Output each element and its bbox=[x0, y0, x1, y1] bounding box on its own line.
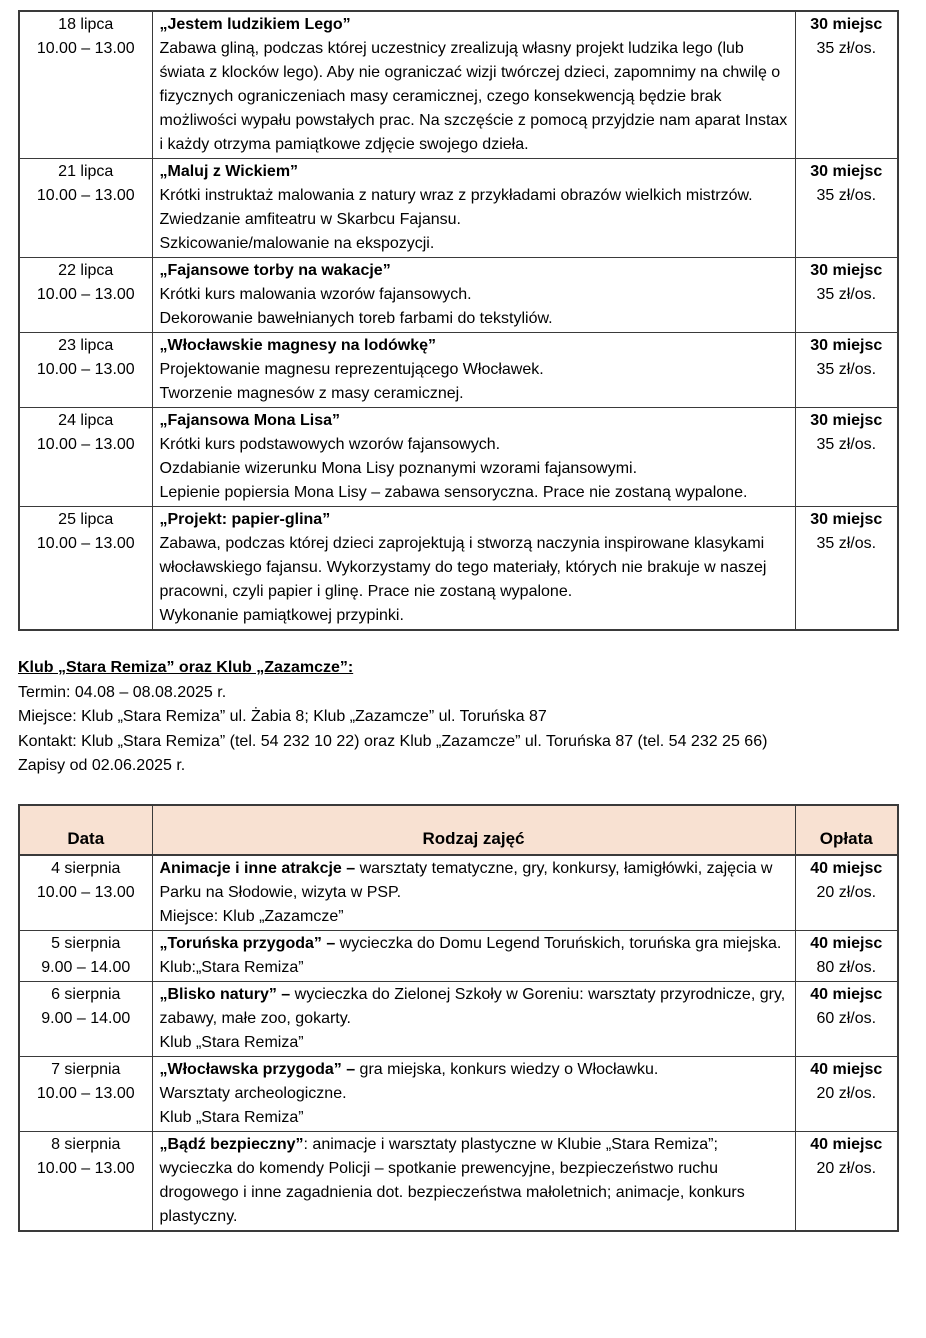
table-row bbox=[19, 408, 898, 507]
activity-paragraph bbox=[160, 983, 788, 1031]
activity-paragraph: Klub „Stara Remiza” bbox=[159, 1033, 304, 1051]
price-text: 20 zł/os. bbox=[816, 883, 877, 901]
time-text: 9.00 – 14.00 bbox=[41, 1009, 131, 1027]
activity-title: „Włocławskie magnesy na lodówkę” bbox=[159, 337, 437, 354]
price-text: 80 zł/os. bbox=[816, 958, 877, 976]
activity-title: „Maluj z Wickiem” bbox=[159, 163, 299, 180]
activity-cell bbox=[152, 930, 795, 981]
activity-paragraph bbox=[160, 932, 788, 956]
date-text: 6 sierpnia bbox=[51, 985, 121, 1003]
date-cell bbox=[19, 930, 152, 981]
time-text: 10.00 – 13.00 bbox=[36, 40, 135, 57]
activity-cell bbox=[152, 981, 795, 1056]
activity-paragraph: Krótki kurs podstawowych wzorów fajansowych. bbox=[159, 436, 501, 453]
capacity-text: 30 miejsc bbox=[810, 412, 883, 429]
time-text: 10.00 – 13.00 bbox=[36, 187, 135, 204]
price-text: 35 zł/os. bbox=[816, 361, 877, 378]
capacity-text: 30 miejsc bbox=[810, 163, 883, 180]
price-text: 35 zł/os. bbox=[816, 436, 877, 453]
activity-paragraph: Wykonanie pamiątkowej przypinki. bbox=[159, 607, 404, 624]
date-text: 8 sierpnia bbox=[51, 1135, 121, 1153]
date-text: 7 sierpnia bbox=[51, 1060, 121, 1078]
club-info-place: Miejsce: Klub „Stara Remiza” ul. Żabia 8; Klub „Zazamcze” ul. Toruńska 87 bbox=[18, 708, 547, 725]
activity-paragraph: Tworzenie magnesów z masy ceramicznej. bbox=[159, 385, 464, 402]
date-text: 25 lipca bbox=[58, 511, 114, 528]
capacity-text: 40 miejsc bbox=[810, 1135, 883, 1153]
date-text: 18 lipca bbox=[58, 16, 114, 33]
july-schedule-body bbox=[19, 11, 898, 630]
activity-paragraph: Projektowanie magnesu reprezentującego Włocławek. bbox=[159, 361, 544, 378]
capacity-text: 40 miejsc bbox=[810, 859, 883, 877]
column-header-activity-type: Rodzaj zajęć bbox=[152, 805, 795, 855]
activity-lead: „Włocławska przygoda” – bbox=[159, 1060, 356, 1078]
club-info-heading: Klub „Stara Remiza” oraz Klub „Zazamcze”: bbox=[18, 659, 354, 676]
activity-lead: „Blisko natury” – bbox=[159, 985, 291, 1003]
activity-paragraph: Warsztaty archeologiczne. bbox=[159, 1084, 347, 1102]
fee-cell bbox=[795, 11, 898, 159]
time-text: 9.00 – 14.00 bbox=[41, 958, 131, 976]
price-text: 35 zł/os. bbox=[816, 187, 877, 204]
table-row bbox=[19, 1131, 898, 1231]
activity-paragraph: Zabawa gliną, podczas której uczestnicy zrealizują własny projekt ludzika lego (lub świata z klocków lego). Aby nie ograniczać wizji twórczej dzieci, zapomnimy na chwilę o fizycznych ograniczeniach masy ceramicznej, czego konsekwencją będzie brak możliwości wypału powstałych prac. Na szczęście z pomocą przyjdzie nam aparat Instax i każdy otrzyma pamiątkowe zdjęcie swojego dzieła. bbox=[159, 40, 788, 153]
club-info-contact: Kontakt: Klub „Stara Remiza” (tel. 54 232 10 22) oraz Klub „Zazamcze” ul. Toruńska 87 (tel. 54 232 25 66) bbox=[18, 732, 768, 750]
activity-paragraph: Krótki kurs malowania wzorów fajansowych. bbox=[159, 286, 472, 303]
activity-lead-rest: warsztaty tematyczne, gry, konkursy, łamigłówki, zajęcia w Parku na Słodowie, wizyta w PSP. bbox=[159, 859, 773, 901]
activity-paragraph bbox=[160, 857, 788, 905]
fee-cell bbox=[795, 258, 898, 333]
date-text: 21 lipca bbox=[58, 163, 114, 180]
time-text: 10.00 – 13.00 bbox=[36, 535, 135, 552]
fee-cell bbox=[795, 1056, 898, 1131]
capacity-text: 30 miejsc bbox=[810, 16, 883, 33]
price-text: 20 zł/os. bbox=[816, 1159, 877, 1177]
activity-paragraph: Klub:„Stara Remiza” bbox=[159, 958, 304, 976]
capacity-text: 30 miejsc bbox=[810, 262, 883, 279]
activity-paragraph: Zabawa, podczas której dzieci zaprojektują i stworzą naczynia inspirowane klasykami włocławskiego fajansu. Wykorzystamy do tego materiały, których nie brakuje w naszej pracowni, czyli papier i glinę. Prace nie zostaną wypalone. bbox=[159, 535, 767, 600]
activity-cell bbox=[152, 855, 795, 931]
column-header-fee: Opłata bbox=[795, 805, 898, 855]
time-text: 10.00 – 13.00 bbox=[36, 1084, 135, 1102]
activity-lead-rest: gra miejska, konkurs wiedzy o Włocławku. bbox=[355, 1060, 659, 1078]
capacity-text: 40 miejsc bbox=[810, 1060, 883, 1078]
august-header-row bbox=[19, 805, 898, 855]
time-text: 10.00 – 13.00 bbox=[36, 286, 135, 303]
date-cell bbox=[19, 981, 152, 1056]
table-row bbox=[19, 507, 898, 631]
activity-paragraph: Szkicowanie/malowanie na ekspozycji. bbox=[159, 235, 435, 252]
date-cell bbox=[19, 11, 152, 159]
activity-paragraph: Miejsce: Klub „Zazamcze” bbox=[159, 907, 344, 925]
price-text: 20 zł/os. bbox=[816, 1084, 877, 1102]
fee-cell bbox=[795, 930, 898, 981]
activity-title: „Fajansowa Mona Lisa” bbox=[159, 412, 340, 429]
activity-cell bbox=[152, 408, 795, 507]
date-text: 24 lipca bbox=[58, 412, 114, 429]
activity-lead: „Toruńska przygoda” – bbox=[159, 934, 336, 952]
activity-title: „Fajansowe torby na wakacje” bbox=[159, 262, 391, 279]
activity-paragraph: Krótki instruktaż malowania z natury wraz z przykładami obrazów wielkich mistrzów. bbox=[159, 187, 753, 204]
date-cell bbox=[19, 1131, 152, 1231]
activity-cell bbox=[152, 258, 795, 333]
date-text: 4 sierpnia bbox=[51, 859, 121, 877]
fee-cell bbox=[795, 1131, 898, 1231]
price-text: 35 zł/os. bbox=[816, 286, 877, 303]
activity-cell bbox=[152, 1056, 795, 1131]
table-row bbox=[19, 981, 898, 1056]
activity-cell bbox=[152, 333, 795, 408]
activity-title: „Jestem ludzikiem Lego” bbox=[159, 16, 351, 33]
fee-cell bbox=[795, 333, 898, 408]
date-text: 5 sierpnia bbox=[51, 934, 121, 952]
activity-lead-rest: : animacje i warsztaty plastyczne w Klubie „Stara Remiza”; wycieczka do komendy Policji – spotkanie prewencyjne, bezpieczeństwo ruchu drogowego i inne zagadnienia dot. bezpieczeństwa małoletnich; animacje, konkurs plastyczny. bbox=[159, 1135, 745, 1225]
table-row bbox=[19, 11, 898, 159]
date-cell bbox=[19, 159, 152, 258]
date-cell bbox=[19, 258, 152, 333]
activity-paragraph bbox=[160, 1058, 788, 1082]
fee-cell bbox=[795, 507, 898, 631]
date-text: 23 lipca bbox=[58, 337, 114, 354]
activity-cell bbox=[152, 1131, 795, 1231]
fee-cell bbox=[795, 981, 898, 1056]
table-row bbox=[19, 159, 898, 258]
price-text: 35 zł/os. bbox=[816, 40, 877, 57]
activity-cell bbox=[152, 159, 795, 258]
date-cell bbox=[19, 408, 152, 507]
price-text: 35 zł/os. bbox=[816, 535, 877, 552]
activity-lead-rest: wycieczka do Domu Legend Toruńskich, toruńska gra miejska. bbox=[335, 934, 782, 952]
date-cell bbox=[19, 1056, 152, 1131]
date-cell bbox=[19, 507, 152, 631]
activity-lead: „Bądź bezpieczny” bbox=[159, 1135, 304, 1153]
activity-title: „Projekt: papier-glina” bbox=[159, 511, 331, 528]
club-info-term: Termin: 04.08 – 08.08.2025 r. bbox=[18, 683, 227, 701]
activity-paragraph: Zwiedzanie amfiteatru w Skarbcu Fajansu. bbox=[159, 211, 461, 228]
time-text: 10.00 – 13.00 bbox=[36, 436, 135, 453]
table-row bbox=[19, 1056, 898, 1131]
august-schedule-table bbox=[18, 804, 899, 1232]
august-schedule-body bbox=[19, 855, 898, 1231]
activity-paragraph bbox=[160, 1133, 788, 1229]
table-row bbox=[19, 855, 898, 931]
capacity-text: 40 miejsc bbox=[810, 985, 883, 1003]
activity-lead: Animacje i inne atrakcje – bbox=[159, 859, 356, 877]
july-schedule-table bbox=[18, 10, 899, 631]
activity-paragraph: Klub „Stara Remiza” bbox=[159, 1108, 304, 1126]
date-cell bbox=[19, 333, 152, 408]
fee-cell bbox=[795, 159, 898, 258]
time-text: 10.00 – 13.00 bbox=[36, 883, 135, 901]
table-row bbox=[19, 258, 898, 333]
capacity-text: 40 miejsc bbox=[810, 934, 883, 952]
date-text: 22 lipca bbox=[58, 262, 114, 279]
fee-cell bbox=[795, 855, 898, 931]
fee-cell bbox=[795, 408, 898, 507]
table-row bbox=[19, 333, 898, 408]
activity-paragraph: Lepienie popiersia Mona Lisy – zabawa sensoryczna. Prace nie zostaną wypalone. bbox=[159, 484, 748, 501]
activity-paragraph: Ozdabianie wizerunku Mona Lisy poznanymi wzorami fajansowymi. bbox=[159, 460, 638, 477]
activity-paragraph: Dekorowanie bawełnianych toreb farbami do tekstyliów. bbox=[159, 310, 553, 327]
time-text: 10.00 – 13.00 bbox=[36, 361, 135, 378]
club-info-block bbox=[18, 656, 898, 779]
capacity-text: 30 miejsc bbox=[810, 337, 883, 354]
activity-cell bbox=[152, 507, 795, 631]
column-header-data: Data bbox=[19, 805, 152, 855]
time-text: 10.00 – 13.00 bbox=[36, 1159, 135, 1177]
club-info-signup: Zapisy od 02.06.2025 r. bbox=[18, 757, 186, 774]
capacity-text: 30 miejsc bbox=[810, 511, 883, 528]
price-text: 60 zł/os. bbox=[816, 1009, 877, 1027]
table-row bbox=[19, 930, 898, 981]
activity-cell bbox=[152, 11, 795, 159]
activity-lead-rest: wycieczka do Zielonej Szkoły w Goreniu: warsztaty przyrodnicze, gry, zabawy, małe zoo, gokarty. bbox=[159, 985, 786, 1027]
date-cell bbox=[19, 855, 152, 931]
